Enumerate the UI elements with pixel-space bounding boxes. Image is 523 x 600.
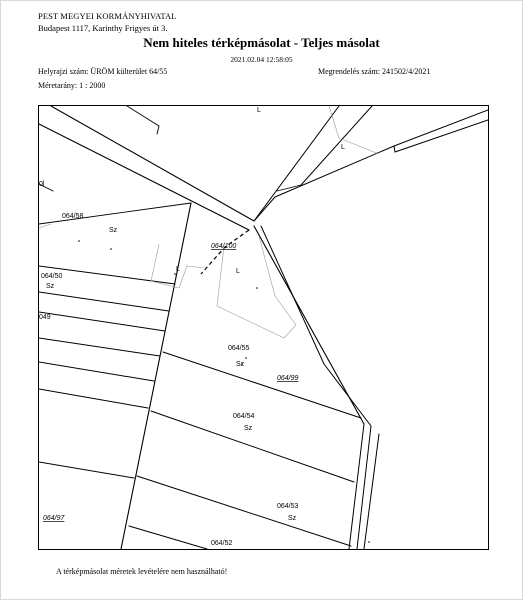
parcel-boundary — [277, 185, 301, 191]
road-number: 064/97 — [43, 515, 65, 522]
parcel-boundary — [163, 352, 361, 418]
road-edge — [261, 226, 324, 364]
parcel-number: 064/53 — [277, 503, 299, 510]
parcel-boundary — [364, 434, 379, 549]
parcel-boundary — [151, 411, 354, 482]
dashed-boundary — [201, 230, 249, 274]
parcel-boundary — [349, 424, 364, 549]
parcel-boundary — [39, 462, 134, 478]
issuer-block — [38, 10, 177, 34]
scale-info — [38, 81, 105, 90]
parcel-boundary — [254, 106, 339, 221]
parcel-number: 064/54 — [233, 413, 255, 420]
parcel-boundary — [39, 292, 169, 311]
parcel-boundary — [254, 197, 275, 221]
parcel-boundary — [394, 110, 488, 146]
parcel-number: 064/55 — [228, 345, 250, 352]
order-info — [318, 67, 430, 76]
building-outline — [217, 236, 296, 338]
parcel-number: 064/58 — [62, 213, 84, 220]
parcel-boundary — [39, 389, 148, 408]
land-use: Sz — [288, 515, 297, 522]
parcel-boundary — [301, 106, 372, 185]
parcel-boundary — [129, 526, 207, 549]
land-use: Sz — [236, 361, 245, 368]
road-edge — [51, 106, 254, 221]
timestamp: 2021.02.04 12:58:05 — [230, 55, 293, 64]
building-mark: L — [176, 266, 180, 273]
road-number: 064/99 — [277, 375, 299, 382]
land-use: Sz — [46, 283, 55, 290]
building-mark: L — [341, 144, 345, 151]
parcel-number: 049 — [39, 314, 51, 321]
building-mark: L — [257, 107, 261, 114]
road-number: 064/100 — [211, 243, 237, 250]
scale-value: 1 : 2000 — [79, 81, 106, 90]
parcel-boundary — [157, 126, 159, 134]
road-edge — [324, 364, 371, 426]
parcel-boundary — [127, 106, 159, 126]
parcel-boundary — [395, 120, 488, 152]
cadastral-map[interactable] — [38, 105, 489, 550]
parcel-boundary — [275, 146, 394, 197]
land-use: Sz — [244, 425, 253, 432]
parcel-boundary — [394, 146, 395, 152]
parcel-boundary — [121, 203, 191, 549]
land-use: Sz — [109, 227, 118, 234]
parcel-value: ÜRÖM külterület 64/55 — [90, 67, 168, 76]
parcel-boundary — [357, 426, 371, 549]
building-outline — [39, 224, 51, 228]
office-address: Budapest 1117, Karinthy Frigyes út 3. — [38, 23, 168, 33]
parcel-boundary — [39, 312, 165, 331]
edge-fragment: 0l — [39, 181, 45, 188]
order-value: 241502/4/2021 — [381, 67, 431, 76]
parcel-info — [38, 67, 167, 76]
scale-label: Méretarány: — [38, 81, 78, 90]
parcel-boundary — [39, 338, 160, 356]
building-outline — [329, 106, 379, 154]
map-canvas — [39, 106, 488, 549]
parcel-number: 064/52 — [211, 540, 233, 547]
parcel-number: 064/50 — [41, 273, 63, 280]
office-name: PEST MEGYEI KORMÁNYHIVATAL — [38, 11, 177, 21]
order-label: Megrendelés szám: — [318, 67, 380, 76]
parcel-boundary — [137, 476, 351, 546]
footer-note: A térképmásolat méretek levételére nem használható! — [56, 567, 228, 576]
parcel-label: Helyrajzi szám: — [38, 67, 89, 76]
document-title: Nem hiteles térképmásolat - Teljes másolat — [143, 35, 380, 50]
building-mark: L — [236, 268, 240, 275]
parcel-boundary — [39, 362, 154, 381]
